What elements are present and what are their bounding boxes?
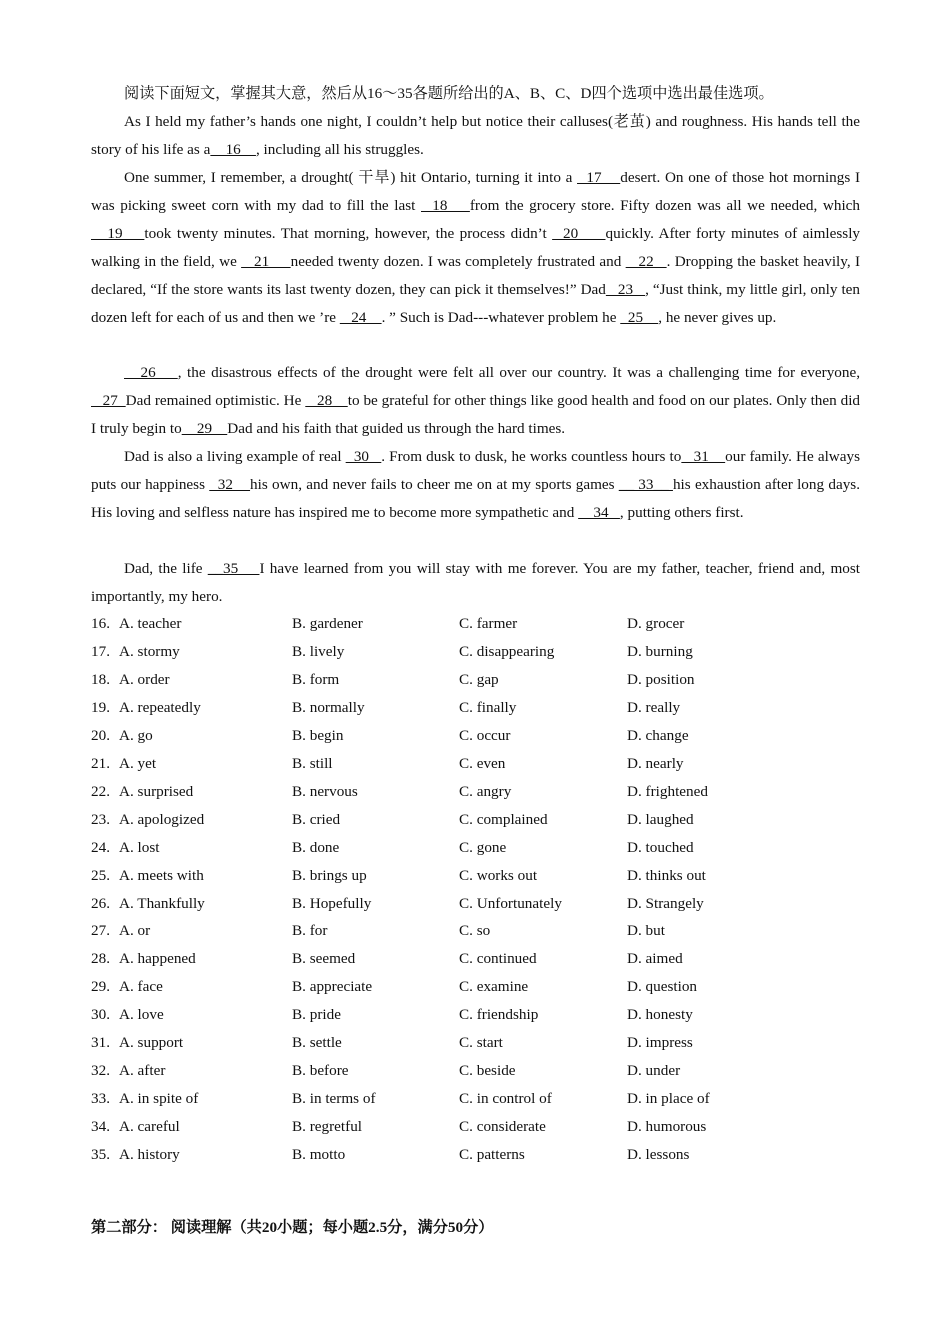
question-row [91,610,860,638]
option-d: D. grocer [627,615,685,632]
question-row [91,1001,860,1029]
passage-text: needed twenty dozen. I was completely frustrated and [290,252,626,270]
passage-text: , “Just think, my little girl, only ten dozen left for each of us and then we ’re [91,280,860,326]
question-row [91,917,860,945]
blank-19: 19 [91,224,145,242]
option-d: D. humorous [627,1118,707,1136]
option-d: D. in place of [627,1090,710,1108]
passage-text: quickly. After forty minutes of aimlessly walking in the field, we [91,224,861,270]
question-number: 26. [91,894,110,912]
passage-text: our family. He always puts our happiness [91,448,861,493]
blank-30: 30 [345,448,382,465]
option-b: B. brings up [292,866,367,884]
option-a: A. after [119,1062,166,1080]
blank-31: 31 [681,448,726,465]
option-b: B. seemed [292,950,356,968]
option-a: A. love [119,1006,164,1024]
question-row [91,1029,860,1057]
blank-32: 32 [209,475,251,493]
question-row [91,1113,860,1141]
option-b: B. Hopefully [292,894,372,912]
option-b: B. done [292,838,340,856]
blank-23: 23 [605,280,646,298]
option-b: B. still [292,754,333,772]
option-c: C. Unfortunately [459,894,562,912]
option-d: D. thinks out [627,866,706,884]
blank-35: __35 [207,560,260,577]
question-number: 19. [91,698,110,716]
option-a: A. in spite of [119,1090,199,1108]
blank-21: 21 [241,252,291,270]
option-c: C. continued [459,950,537,968]
option-c: C. examine [459,978,529,996]
option-b: B. normally [292,698,365,716]
option-b: B. begin [292,726,344,744]
passage-text: Dad and his faith that guided us through the hard times. [227,419,566,437]
option-a: A. go [119,726,153,744]
option-d: D. touched [627,838,694,856]
passage-text: , the disastrous effects of the drought were felt all over our country. It was a challenging time for everyone, [177,364,861,381]
option-d: D. impress [627,1034,693,1052]
blank-18: 18 [421,196,470,214]
option-a: A. happened [119,950,196,968]
passage-text: , he never gives up. [658,308,777,326]
option-a: A. history [119,1146,180,1164]
question-number: 34. [91,1118,110,1136]
option-b: B. lively [292,642,345,660]
option-b: B. gardener [292,615,363,632]
question-row [91,694,860,722]
blank-29: 29 [181,419,228,437]
option-c: C. gap [459,670,499,688]
option-d: D. position [627,670,695,688]
question-number: 31. [91,1034,110,1052]
passage-text: Dad is also a living example of real [124,448,346,465]
option-a: A. or [119,922,151,940]
option-a: A. repeatedly [119,698,201,716]
option-c: C. even [459,754,506,772]
passage-text: , including all his struggles. [255,140,424,158]
blank-22: 22 [625,252,667,270]
option-a: A. lost [119,838,160,856]
question-number: 29. [91,978,110,996]
question-row [91,862,860,890]
question-number: 16. [91,615,110,632]
option-b: B. regretful [292,1118,363,1136]
option-c: C. finally [459,698,517,716]
question-number: 33. [91,1090,110,1108]
question-number: 30. [91,1006,110,1024]
question-row [91,1141,860,1169]
passage-paragraph-1 [91,108,860,164]
blank-24: 24 [339,308,382,326]
passage-paragraph-5 [91,555,860,611]
passage-text: from the grocery store. Fifty dozen was all we needed, which [469,196,861,214]
question-number: 20. [91,726,110,744]
option-b: B. motto [292,1146,346,1164]
question-number: 24. [91,838,110,856]
option-c: C. farmer [459,615,518,632]
question-row [91,778,860,806]
passage-text: . ” Such is Dad---whatever problem he [381,308,621,326]
passage-text: Dad, the life [124,560,208,577]
option-a: A. Thankfully [119,894,205,912]
question-number: 18. [91,670,110,688]
passage-text: his exhaustion after long days. His loving and selfless nature has inspired me to become more sympathetic and [91,475,860,521]
option-a: A. stormy [119,642,180,660]
blank-33: __ 33__ [618,475,673,493]
option-b: B. in terms of [292,1090,376,1108]
option-d: D. laughed [627,810,694,828]
question-row [91,666,860,694]
blank-16: 16 [210,140,256,158]
blank-17: 17 [577,169,621,186]
option-d: D. question [627,978,698,996]
passage-text: I have learned from you will stay with me forever. You are my father, teacher, friend and, most importantly, my hero. [91,560,861,605]
passage-text: As I held my father’s hands one night, I couldn’t help but notice their calluses(老茧) and roughness. His hands tell the story of his life as a [91,113,860,158]
option-d: D. nearly [627,754,684,772]
passage-text: . Dropping the basket heavily, I declared, “If the store wants its last twenty dozen, they can pick it themselves!” Dad [91,252,861,298]
option-c: C. gone [459,838,507,856]
passage-text: his own, and never fails to cheer me on at my sports games [250,475,619,493]
option-a: A. face [119,978,163,996]
option-d: D. honesty [627,1006,693,1024]
option-c: C. disappearing [459,642,555,660]
passage-text: One summer, I remember, a drought( 干旱) hit Ontario, turning it into a [124,169,578,186]
question-row [91,722,860,750]
option-d: D. aimed [627,950,683,968]
question-row [91,638,860,666]
option-d: D. lessons [627,1146,690,1164]
question-row [91,1085,860,1113]
option-d: D. change [627,726,689,744]
blank-28: 28 [305,391,348,409]
question-row [91,945,860,973]
passage-text: desert. On one of those hot mornings I was picking sweet corn with my dad to fill the last [91,169,861,214]
blank-34: 34 [578,503,620,521]
option-a: A. apologized [119,810,205,828]
passage-text: , putting others first. [619,503,744,521]
option-b: B. before [292,1062,349,1080]
question-number: 35. [91,1146,110,1164]
option-c: C. works out [459,866,538,884]
passage-text: to be grateful for other things like good health and food on our plates. Only then did I truly begin to [91,391,861,437]
option-c: C. patterns [459,1146,525,1164]
option-a: A. surprised [119,782,194,800]
passage-paragraph-2 [91,164,860,331]
option-c: C. friendship [459,1006,539,1024]
question-row [91,1057,860,1085]
question-number: 25. [91,866,110,884]
option-a: A. teacher [119,615,182,632]
option-a: A. order [119,670,170,688]
option-d: D. burning [627,642,693,660]
blank-26: 26 [124,364,178,381]
blank-27: 27 [91,391,126,409]
option-c: C. considerate [459,1118,546,1136]
option-d: D. but [627,922,665,940]
option-c: C. so [459,922,491,940]
option-b: B. cried [292,810,341,828]
instruction: 阅读下面短文，掌握其大意，然后从16～35各题所给出的A、B、C、D四个选项中选出最佳选项。 [124,85,774,102]
question-number: 28. [91,950,110,968]
option-b: B. appreciate [292,978,373,996]
question-row [91,750,860,778]
question-row [91,890,860,918]
option-b: B. settle [292,1034,342,1052]
question-number: 21. [91,754,110,772]
blank-25: 25 [620,308,659,326]
option-a: A. careful [119,1118,180,1136]
option-c: C. complained [459,810,548,828]
section-title: 第二部分： 阅读理解（共20小题；每小题2.5分，满分50分） [91,1219,494,1236]
option-b: B. nervous [292,782,358,800]
question-number: 17. [91,642,110,660]
option-c: C. start [459,1034,503,1052]
question-number: 32. [91,1062,110,1080]
option-d: D. frightened [627,782,708,800]
question-row [91,806,860,834]
question-row [91,834,860,862]
option-d: D. really [627,698,681,716]
option-b: B. pride [292,1006,341,1024]
passage-text: . From dusk to dusk, he works countless hours to [381,448,682,465]
option-a: A. meets with [119,866,204,884]
question-row [91,973,860,1001]
question-number: 22. [91,782,110,800]
passage-paragraph-3 [91,359,860,443]
option-c: C. occur [459,726,511,744]
option-d: D. Strangely [627,894,704,912]
question-number: 27. [91,922,110,940]
option-b: B. for [292,922,328,940]
option-c: C. angry [459,782,512,800]
passage-paragraph-4 [91,443,860,527]
option-c: C. in control of [459,1090,552,1108]
blank-20: 20 [552,224,606,242]
question-number: 23. [91,810,110,828]
option-c: C. beside [459,1062,516,1080]
option-d: D. under [627,1062,681,1080]
option-a: A. yet [119,754,157,772]
passage-text: Dad remained optimistic. He [125,391,306,409]
option-b: B. form [292,670,340,688]
option-a: A. support [119,1034,184,1052]
passage-text: took twenty minutes. That morning, however, the process didn’t [144,224,553,242]
